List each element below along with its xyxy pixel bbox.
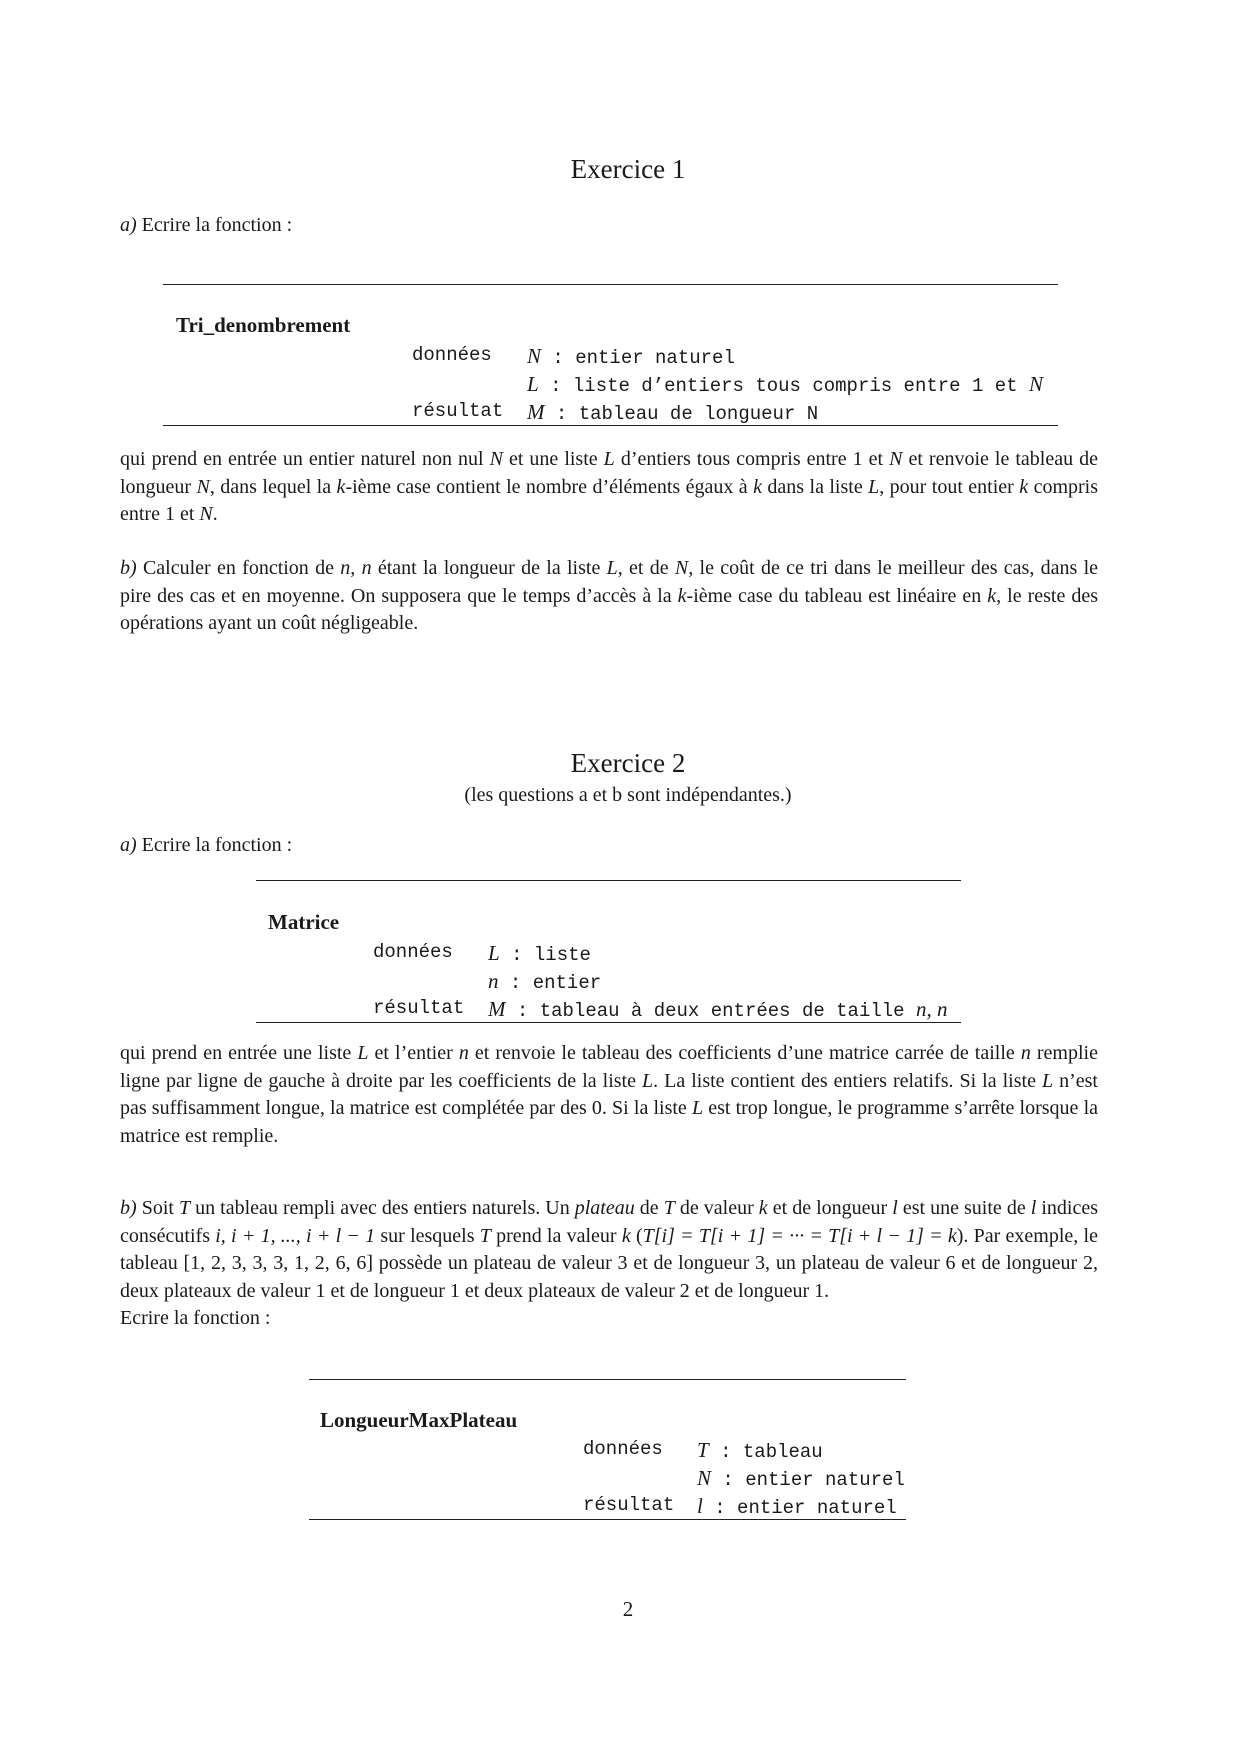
ex2-b-label: b) — [120, 1197, 137, 1219]
ex1-donnees-label: données — [412, 344, 492, 366]
text: qui prend en entrée une liste — [120, 1042, 358, 1064]
text: étant la longueur de la liste — [371, 557, 607, 579]
ex2-box2-donnees-label: données — [583, 1438, 663, 1460]
ex2-box2-top-rule — [309, 1379, 906, 1380]
text: est trop longue, le programme s’arrête lorsque la matrice est remplie. — [120, 1097, 1099, 1147]
ex1-result-m — [527, 400, 818, 425]
ex2-param-l-text: : liste — [499, 944, 591, 966]
ex2-box2-bottom-rule — [309, 1519, 906, 1520]
ex1-var-n: N — [527, 344, 542, 368]
ex2-result-m-text: : tableau à deux entrées de taille — [505, 1000, 916, 1022]
math-var: L — [868, 475, 880, 498]
math-var: l — [892, 1197, 898, 1219]
ex1-var-n-end: N — [1028, 372, 1043, 396]
math-var: L — [1041, 1069, 1054, 1092]
math-var: N — [674, 557, 689, 579]
text: sur lesquels — [375, 1224, 480, 1247]
text: et renvoie le tableau de longueur — [120, 448, 1098, 498]
math-var: n — [458, 1042, 469, 1064]
math-var: T — [178, 1197, 191, 1219]
text: et une liste — [502, 448, 604, 470]
ex1-resultat-label: résultat — [412, 400, 504, 422]
math-var: n — [1020, 1042, 1031, 1064]
ex1-var-l: L — [527, 372, 539, 396]
ex1-param-n-text: : entier naturel — [541, 347, 735, 369]
ex2-var-m: M — [488, 997, 506, 1021]
math-var: k — [758, 1197, 768, 1219]
ex2-function-name: Matrice — [268, 910, 340, 934]
ex2-box2-var-n: N — [697, 1466, 712, 1490]
text: ). Par exemple, le tableau [1, 2, 3, 3, 3, 1, 2, 6, 6] possède un plateau de valeur 3 et de longueur 3, un plateau de valeur 6 et de longueur 2, deux plateaux de valeur 1 et de longueur 1 et deux plateaux de valeur 2 et de longueur 1. — [120, 1224, 1098, 1302]
ex2-box2-var-t: T — [697, 1438, 709, 1462]
math-var: k — [753, 475, 762, 498]
text: . — [212, 503, 218, 525]
exercise-1-title: Exercice 1 — [570, 154, 686, 184]
ex1-box-top-rule — [163, 284, 1058, 285]
text: , pour tout entier — [879, 475, 1020, 498]
ex1-a-text: Ecrire la fonction : — [141, 214, 293, 236]
math-var: k — [1019, 475, 1029, 498]
text: est une suite de — [897, 1197, 1031, 1219]
math-var: N — [196, 475, 210, 498]
exercise-2-subtitle: (les questions a et b sont indépendantes.) — [464, 784, 792, 806]
text: Calculer en fonction de — [136, 557, 341, 579]
text: -ième case contient le nombre d’éléments égaux à — [345, 475, 754, 498]
math-var: N — [489, 448, 503, 470]
text: indices consécutifs — [120, 1197, 1098, 1247]
text: qui prend en entrée un entier naturel non nul — [120, 448, 490, 470]
ex2-question-a — [120, 832, 292, 860]
ex1-question-b — [120, 555, 1098, 638]
math-var: T — [479, 1224, 491, 1247]
ex2-resultat-label: résultat — [373, 997, 465, 1019]
ex2-function-name-2: LongueurMaxPlateau — [320, 1408, 518, 1432]
ex1-param-l-text: : liste d’entiers tous compris entre 1 et — [538, 375, 1029, 397]
text: , le reste des opérations ayant un coût négligeable. — [120, 584, 1098, 634]
text: de valeur — [674, 1197, 759, 1219]
text: n’est pas suffisamment longue, la matrice est complétée par des 0. Si la liste — [120, 1069, 1098, 1119]
math-expression: T[i] = T[i + 1] = ··· = T[i + l − 1] = k — [642, 1224, 957, 1247]
page-number: 2 — [622, 1597, 634, 1621]
ex1-function-name: Tri_denombrement — [176, 313, 351, 337]
math-var: T — [663, 1197, 675, 1219]
ex2-box-bottom-rule — [256, 1022, 961, 1023]
text: , — [350, 557, 362, 579]
text: dans la liste — [762, 475, 869, 498]
ex2-description — [120, 1040, 1098, 1150]
text: un tableau rempli avec des entiers naturels. Un — [190, 1197, 575, 1219]
text: de — [634, 1197, 664, 1219]
math-var: L — [691, 1097, 704, 1119]
ex1-description — [120, 446, 1098, 529]
math-var: L — [606, 557, 618, 579]
ex2-result-m — [488, 997, 947, 1022]
ex1-param-l — [527, 372, 1043, 397]
math-var: N — [199, 503, 213, 525]
math-var: N — [889, 448, 903, 470]
ex2-question-b — [120, 1195, 1098, 1333]
ex2-param-l — [488, 941, 591, 966]
text: -ième case du tableau est linéaire en — [686, 584, 988, 607]
text: , et de — [617, 557, 675, 579]
text: ( — [630, 1224, 643, 1247]
text: d’entiers tous compris entre 1 et — [614, 448, 890, 470]
ex2-param-n — [488, 969, 601, 994]
math-var: L — [357, 1042, 369, 1064]
ex2-var-nn: n, n — [915, 997, 948, 1021]
ex2-box2-param-n — [697, 1466, 905, 1491]
ex2-box2-param-t — [697, 1438, 823, 1463]
ex1-question-a — [120, 212, 292, 240]
ex1-box-bottom-rule — [163, 425, 1058, 426]
ex2-box2-var-l: l — [697, 1494, 703, 1518]
math-expression: i, i + 1, ..., i + l − 1 — [215, 1224, 376, 1247]
text: Soit — [136, 1197, 179, 1219]
math-var: L — [603, 448, 615, 470]
text: remplie ligne par ligne de gauche à droite par les coefficients de la liste — [120, 1042, 1098, 1092]
math-var: k — [621, 1224, 631, 1247]
exercise-2-title: Exercice 2 — [570, 748, 686, 778]
ex2-box2-param-n-text: : entier naturel — [711, 1469, 905, 1491]
ex2-box2-param-t-text: : tableau — [708, 1441, 823, 1463]
math-var: n — [340, 557, 351, 579]
ex1-a-label: a) — [120, 214, 137, 236]
text: et l’entier — [368, 1042, 459, 1064]
ex2-var-l: L — [488, 941, 500, 965]
ex2-a-text: Ecrire la fonction : — [141, 834, 293, 856]
math-var: L — [641, 1069, 654, 1092]
ex2-box2-resultat-label: résultat — [583, 1494, 675, 1516]
ex2-var-n: n — [488, 969, 499, 993]
ex1-param-n — [527, 344, 735, 369]
math-var: k — [677, 584, 687, 607]
ex2-box-top-rule — [256, 880, 961, 881]
math-var: k — [336, 475, 346, 498]
text: prend la valeur — [490, 1224, 622, 1247]
math-var: l — [1030, 1197, 1037, 1219]
math-var: n — [361, 557, 372, 579]
ex2-box2-result-l-text: : entier naturel — [702, 1497, 897, 1519]
emphasis-plateau: plateau — [574, 1197, 635, 1219]
text: compris entre 1 et — [120, 475, 1098, 525]
ex2-param-n-text: : entier — [498, 972, 602, 994]
text: et renvoie le tableau des coefficients d’une matrice carrée de taille — [468, 1042, 1021, 1064]
text: . La liste contient des entiers relatifs. Si la liste — [653, 1069, 1042, 1092]
text: , le coût de ce tri dans le meilleur des cas, dans le pire des cas et en moyenne. On supposera que le temps d’accès à la — [120, 557, 1099, 607]
ex1-b-label: b) — [120, 557, 137, 579]
ex2-a-label: a) — [120, 834, 137, 856]
ex2-donnees-label: données — [373, 941, 453, 963]
ex1-result-m-text: : tableau de longueur N — [544, 403, 819, 425]
text: et de longueur — [767, 1197, 893, 1219]
ex2-b-ecrire: Ecrire la fonction : — [120, 1307, 271, 1329]
text: , dans lequel la — [209, 475, 337, 498]
math-var: k — [987, 584, 997, 607]
ex2-box2-result-l — [697, 1494, 897, 1519]
ex1-var-m: M — [527, 400, 545, 424]
